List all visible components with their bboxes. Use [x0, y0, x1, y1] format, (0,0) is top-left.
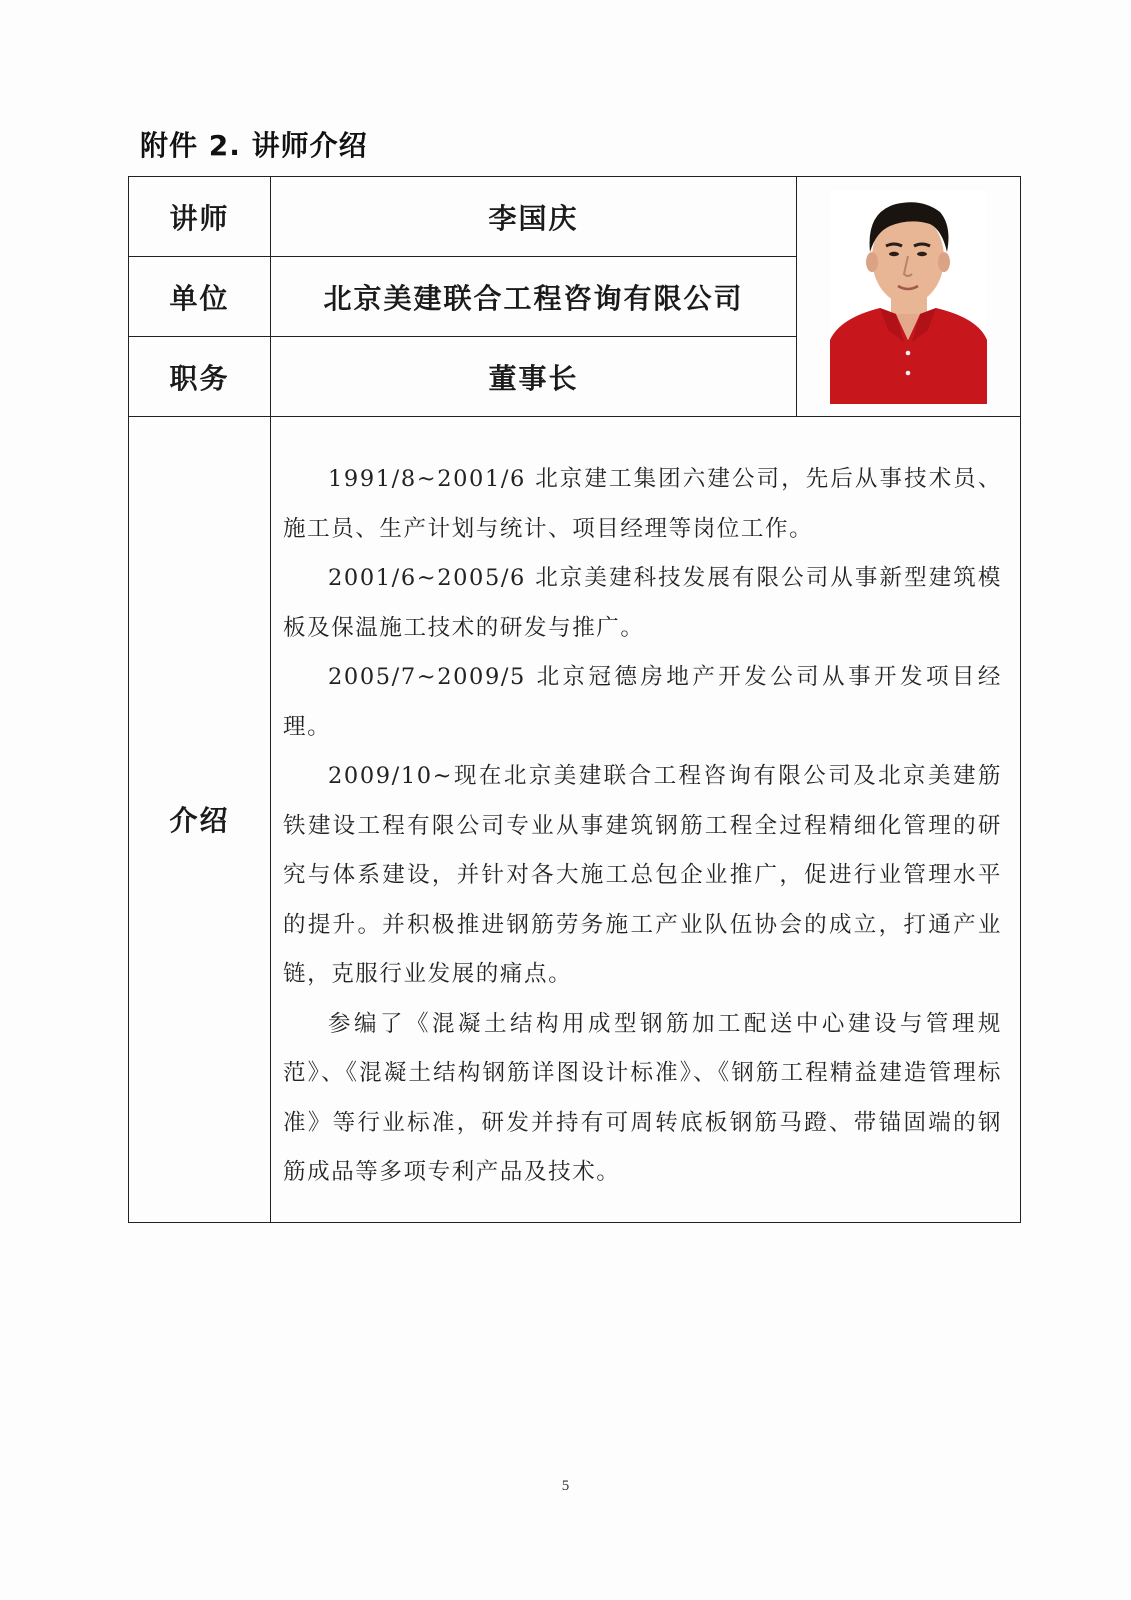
- organization-name: 北京美建联合工程咨询有限公司: [271, 257, 797, 337]
- portrait-image: [830, 190, 987, 404]
- position-value: 董事长: [271, 337, 797, 417]
- document-title: 附件 2. 讲师介绍: [140, 129, 368, 162]
- intro-label: 介绍: [129, 417, 271, 1223]
- intro-paragraph: 2009/10~现在北京美建联合工程咨询有限公司及北京美建筋铁建设工程有限公司专业从事建筑钢筋工程全过程精细化管理的研究与体系建设，并针对各大施工总包企业推广，促进行业管理水平的提升。并积极推进钢筋劳务施工产业队伍协会的成立，打通产业链，克服行业发展的痛点。: [283, 763, 1002, 987]
- page-number: 5: [561, 1478, 570, 1494]
- lecturer-info-table: [128, 176, 1021, 1223]
- lecturer-photo: [830, 190, 987, 404]
- lecturer-label: 讲师: [129, 177, 271, 257]
- table-row: [129, 417, 1021, 1223]
- intro-paragraph: 1991/8~2001/6 北京建工集团六建公司，先后从事技术员、施工员、生产计划与统计、项目经理等岗位工作。: [283, 466, 1002, 542]
- intro-paragraph: 2001/6~2005/6 北京美建科技发展有限公司从事新型建筑模板及保温施工技术的研发与推广。: [283, 565, 1002, 641]
- intro-body: [271, 417, 1021, 1223]
- table-row: [129, 177, 1021, 257]
- organization-label: 单位: [129, 257, 271, 337]
- photo-cell: [797, 177, 1021, 417]
- position-label: 职务: [129, 337, 271, 417]
- intro-paragraph: 2005/7~2009/5 北京冠德房地产开发公司从事开发项目经理。: [283, 664, 1002, 740]
- intro-paragraph: 参编了《混凝土结构用成型钢筋加工配送中心建设与管理规范》、《混凝土结构钢筋详图设计标准》、《钢筋工程精益建造管理标准》等行业标准，研发并持有可周转底板钢筋马蹬、带锚固端的钢筋成品等多项专利产品及技术。: [283, 1010, 1002, 1185]
- lecturer-name: 李国庆: [271, 177, 797, 257]
